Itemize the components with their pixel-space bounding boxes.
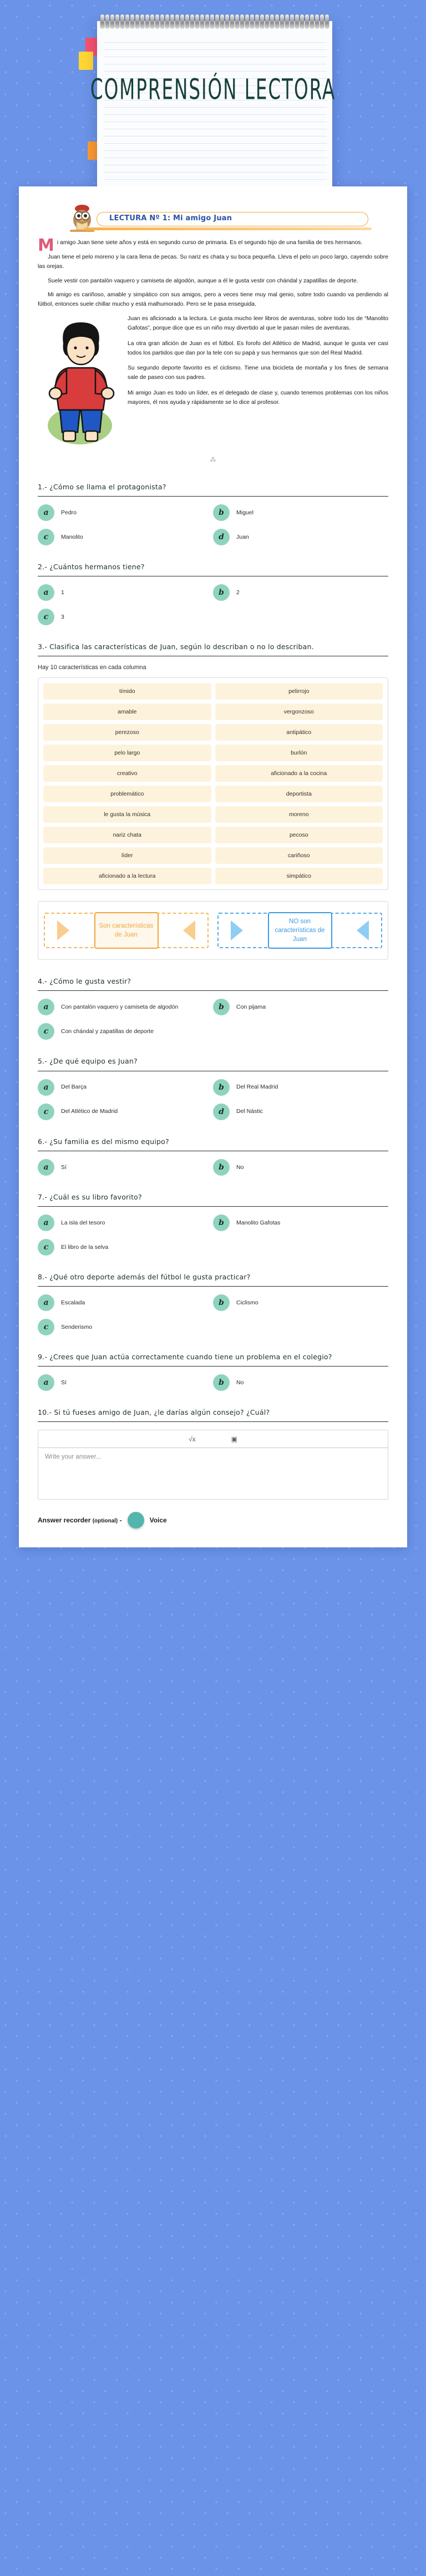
- passage-paragraph: [38, 236, 388, 255]
- reading-passage: [38, 236, 388, 465]
- option-key-bubble[interactable]: b: [213, 1159, 230, 1176]
- option-key-bubble[interactable]: c: [38, 1239, 54, 1256]
- option-key-bubble[interactable]: a: [38, 584, 54, 601]
- question-divider: [38, 496, 388, 497]
- option-key-bubble[interactable]: b: [213, 999, 230, 1015]
- option-label: No: [236, 1379, 244, 1386]
- recorder-voice-label: Voice: [149, 1516, 167, 1525]
- classify-hint: Hay 10 características en cada columna: [38, 664, 146, 671]
- option-key-bubble[interactable]: c: [38, 609, 54, 625]
- option-label: No: [236, 1163, 244, 1171]
- question-divider: [38, 1206, 388, 1207]
- option-c[interactable]: [38, 609, 213, 625]
- hero-banner: [0, 0, 426, 186]
- editor-toolbar: [38, 1430, 388, 1448]
- question-item: [38, 1137, 388, 1176]
- passage-text: i amigo Juan tiene siete años y está en segundo curso de primaria. Es el segundo hijo de una familia de tres hermanos.: [57, 240, 363, 246]
- option-list: [38, 584, 388, 625]
- option-key-bubble[interactable]: b: [213, 1294, 230, 1311]
- question-item: [38, 482, 388, 545]
- option-list: [38, 1214, 388, 1256]
- option-label: Juan: [236, 533, 249, 540]
- characteristic-chip[interactable]: problemático: [43, 786, 211, 802]
- option-label: Pedro: [61, 509, 77, 516]
- option-label: Sí: [61, 1163, 67, 1171]
- option-key-bubble[interactable]: b: [213, 584, 230, 601]
- question-title: 1.- ¿Cómo se llama el protagonista?: [38, 482, 166, 491]
- question-divider: [38, 1421, 388, 1422]
- option-key-bubble[interactable]: d: [213, 529, 230, 545]
- characteristic-chip[interactable]: tímido: [43, 683, 211, 700]
- passage-paragraph: Suele vestir con pantalón vaquero y camiseta de algodón, aunque a él le gusta vestir con chándal y zapatillas de deporte.: [48, 277, 358, 284]
- option-key-bubble[interactable]: a: [38, 504, 54, 521]
- drop-zone-son[interactable]: [44, 909, 209, 952]
- page-title: COMPRENSIÓN LECTORA: [90, 73, 336, 107]
- option-key-bubble[interactable]: c: [38, 1023, 54, 1040]
- option-list: [38, 999, 388, 1040]
- option-label: Sí: [61, 1379, 67, 1386]
- question-title: 8.- ¿Qué otro deporte además del fútbol le gusta practicar?: [38, 1272, 251, 1281]
- option-label: 3: [61, 614, 64, 621]
- option-list: [38, 1159, 388, 1176]
- characteristic-chip[interactable]: aficionado a la lectura: [43, 868, 211, 884]
- question-item: [38, 976, 388, 1040]
- option-key-bubble[interactable]: c: [38, 1104, 54, 1120]
- option-a[interactable]: [38, 1079, 213, 1096]
- question-title: 9.- ¿Crees que Juan actúa correctamente cuando tiene un problema en el colegio?: [38, 1352, 332, 1361]
- characteristic-chip[interactable]: amable: [43, 704, 211, 720]
- characteristic-chip[interactable]: moreno: [215, 806, 383, 823]
- option-label: 2: [236, 589, 240, 596]
- question-title: 4.- ¿Cómo le gusta vestir?: [38, 977, 131, 986]
- characteristic-chip[interactable]: cariñoso: [215, 847, 383, 864]
- option-c[interactable]: [38, 1104, 213, 1120]
- boy-illustration: [41, 317, 124, 450]
- passage-paragraph: Mi amigo Juan es todo un líder, es el delegado de clase y, cuando tenemos problemas con los niños mayores, él nos ayuda y rápidamente se lo dice al profesor.: [128, 390, 388, 406]
- question-item: [38, 1056, 388, 1120]
- option-list: [38, 1079, 388, 1120]
- option-label: Del Nástic: [236, 1108, 263, 1115]
- question-item: [38, 1272, 388, 1335]
- option-label: Senderismo: [61, 1323, 93, 1330]
- characteristic-chip[interactable]: le gusta la música: [43, 806, 211, 823]
- characteristic-chip[interactable]: burlón: [215, 745, 383, 761]
- option-key-bubble[interactable]: a: [38, 1079, 54, 1096]
- recorder-dash: -: [119, 1516, 122, 1525]
- answer-recorder: [38, 1512, 388, 1529]
- option-b[interactable]: [213, 584, 388, 601]
- passage-paragraph: La otra gran afición de Juan es el fútbol. Es forofo del Atlético de Madrid, aunque le gusta ver casi todos los partidos que dan por la tele con su papá y sus hermanos que son del Real Madrid.: [128, 340, 388, 356]
- option-label: Miguel: [236, 509, 253, 516]
- option-list: [38, 1294, 388, 1335]
- option-label: La isla del tesoro: [61, 1219, 105, 1226]
- option-c[interactable]: [38, 1239, 213, 1256]
- option-key-bubble[interactable]: b: [213, 1374, 230, 1391]
- question-divider: [38, 1286, 388, 1287]
- option-label: Del Barça: [61, 1084, 87, 1091]
- option-c[interactable]: [38, 1319, 213, 1335]
- option-label: Con chándal y zapatillas de deporte: [61, 1028, 154, 1035]
- characteristic-chip[interactable]: creativo: [43, 765, 211, 782]
- characteristic-chip[interactable]: deportista: [215, 786, 383, 802]
- question-item: [38, 1352, 388, 1391]
- passage-paragraph: Su segundo deporte favorito es el ciclismo. Tiene una bicicleta de montaña y los fines de semana sale de paseo con sus padres.: [128, 365, 388, 381]
- characteristic-chip[interactable]: pecoso: [215, 827, 383, 843]
- option-key-bubble[interactable]: a: [38, 1159, 54, 1176]
- option-label: Del Atlético de Madrid: [61, 1108, 118, 1115]
- option-a[interactable]: [38, 999, 213, 1015]
- option-label: Con pantalón vaquero y camiseta de algodón: [61, 1004, 179, 1011]
- option-list: [38, 504, 388, 545]
- option-a[interactable]: [38, 1159, 213, 1176]
- option-label: Escalada: [61, 1299, 85, 1306]
- option-b[interactable]: [213, 504, 388, 521]
- questions-group-top: [38, 482, 388, 625]
- characteristic-chip[interactable]: perezoso: [43, 724, 211, 741]
- questions-group-bottom: [38, 976, 388, 1391]
- option-c[interactable]: [38, 1023, 213, 1040]
- characteristic-chip[interactable]: líder: [43, 847, 211, 864]
- option-key-bubble[interactable]: b: [213, 1214, 230, 1231]
- characteristic-chip[interactable]: vergonzoso: [215, 704, 383, 720]
- option-b[interactable]: [213, 1294, 388, 1311]
- option-label: Manolito Gafotas: [236, 1219, 281, 1226]
- option-label: Manolito: [61, 533, 83, 540]
- passage-paragraph: Juan tiene el pelo moreno y la cara llena de pecas. Su nariz es chata y su boca pequeña. Lleva el pelo un poco largo, cayendo sobre las orejas.: [38, 254, 388, 270]
- question-title: 6.- ¿Su familia es del mismo equipo?: [38, 1137, 169, 1146]
- lesson-ribbon: [97, 212, 368, 226]
- passage-end-mark: ⁂: [210, 457, 216, 464]
- option-key-bubble[interactable]: a: [38, 1214, 54, 1231]
- question-classify: [38, 642, 388, 960]
- drop-cap: M: [38, 236, 54, 255]
- passage-paragraph: Mi amigo es cariñoso, amable y simpático con sus amigos, pero a veces tiene muy mal genio, sobre todo cuando va perdiendo al fútbol, entonces suele chillar mucho y está malhumorado. Pero se le pasa enseguida.: [38, 292, 388, 308]
- option-c[interactable]: [38, 529, 213, 545]
- characteristic-chip[interactable]: pelo largo: [43, 745, 211, 761]
- option-key-bubble[interactable]: a: [38, 1374, 54, 1391]
- illustrated-section: [38, 315, 388, 453]
- option-key-bubble[interactable]: a: [38, 1294, 54, 1311]
- question-open: [38, 1408, 388, 1500]
- characteristic-chip[interactable]: aficionado a la cocina: [215, 765, 383, 782]
- worksheet-sheet: [19, 186, 407, 1547]
- option-label: 1: [61, 589, 64, 596]
- recorder-optional-text: (optional): [92, 1518, 118, 1525]
- option-label: Con pijama: [236, 1004, 266, 1011]
- lesson-heading: LECTURA Nº 1: Mi amigo Juan: [109, 214, 232, 222]
- option-label: Ciclismo: [236, 1299, 258, 1306]
- answer-textarea[interactable]: Write your answer...: [45, 1454, 102, 1461]
- option-key-bubble[interactable]: b: [213, 1079, 230, 1096]
- option-list: [38, 1374, 388, 1391]
- question-title: 3.- Clasifica las características de Juan, según lo describan o no lo describan.: [38, 642, 314, 651]
- drop-zones: [38, 901, 388, 960]
- characteristics-grid: [38, 677, 388, 890]
- passage-paragraph: Juan es aficionado a la lectura. Le gusta mucho leer libros de aventuras, sobre todo los de “Manolito Gafotas”, porque dice que es un niño muy divertido al que le pasan miles de aventuras.: [128, 316, 388, 331]
- option-label: Del Real Madrid: [236, 1084, 278, 1091]
- question-title: 5.- ¿De qué equipo es Juan?: [38, 1057, 138, 1066]
- recorder-label: [38, 1516, 122, 1524]
- option-b[interactable]: [213, 1159, 388, 1176]
- recorder-label-text: Answer recorder: [38, 1516, 91, 1525]
- drop-zone-no-son[interactable]: [217, 909, 382, 952]
- sticky-note-yellow: [79, 52, 93, 70]
- option-label: El libro de la selva: [61, 1243, 109, 1251]
- question-item: [38, 1192, 388, 1256]
- notepad-lines: [104, 36, 327, 186]
- option-key-bubble[interactable]: c: [38, 529, 54, 545]
- drop-zone-label: Son características de Juan: [94, 912, 159, 949]
- option-key-bubble[interactable]: b: [213, 504, 230, 521]
- question-title: 7.- ¿Cuál es su libro favorito?: [38, 1192, 142, 1201]
- image-icon[interactable]: ▣: [231, 1435, 237, 1443]
- option-a[interactable]: [38, 1214, 213, 1231]
- characteristic-chip[interactable]: nariz chata: [43, 827, 211, 843]
- question-item: [38, 562, 388, 625]
- lesson-ribbon-bar: [84, 227, 372, 230]
- option-b[interactable]: [213, 999, 388, 1015]
- record-button[interactable]: [128, 1512, 144, 1529]
- option-key-bubble[interactable]: d: [213, 1104, 230, 1120]
- option-key-bubble[interactable]: a: [38, 999, 54, 1015]
- question-divider: [38, 1366, 388, 1367]
- spiral-binding: [97, 14, 332, 29]
- question-divider: [38, 990, 388, 991]
- characteristic-chip[interactable]: pelirrojo: [215, 683, 383, 700]
- question-title: 10.- Si tú fueses amigo de Juan, ¿le darías algún consejo? ¿Cuál?: [38, 1408, 270, 1416]
- lesson-header: [62, 205, 388, 236]
- option-key-bubble[interactable]: c: [38, 1319, 54, 1335]
- question-title: 2.- ¿Cuántos hermanos tiene?: [38, 563, 145, 571]
- option-b[interactable]: [213, 1079, 388, 1096]
- option-b[interactable]: [213, 1374, 388, 1391]
- drop-zone-label: NO son características de Juan: [268, 912, 332, 949]
- characteristic-chip[interactable]: antipático: [215, 724, 383, 741]
- characteristic-chip[interactable]: simpático: [215, 868, 383, 884]
- option-b[interactable]: [213, 1214, 388, 1231]
- formula-icon[interactable]: √x: [189, 1435, 196, 1443]
- option-a[interactable]: [38, 1294, 213, 1311]
- option-a[interactable]: [38, 1374, 213, 1391]
- option-a[interactable]: [38, 504, 213, 521]
- option-a[interactable]: [38, 584, 213, 601]
- answer-editor[interactable]: [38, 1430, 388, 1500]
- option-d[interactable]: [213, 1104, 388, 1120]
- option-d[interactable]: [213, 529, 388, 545]
